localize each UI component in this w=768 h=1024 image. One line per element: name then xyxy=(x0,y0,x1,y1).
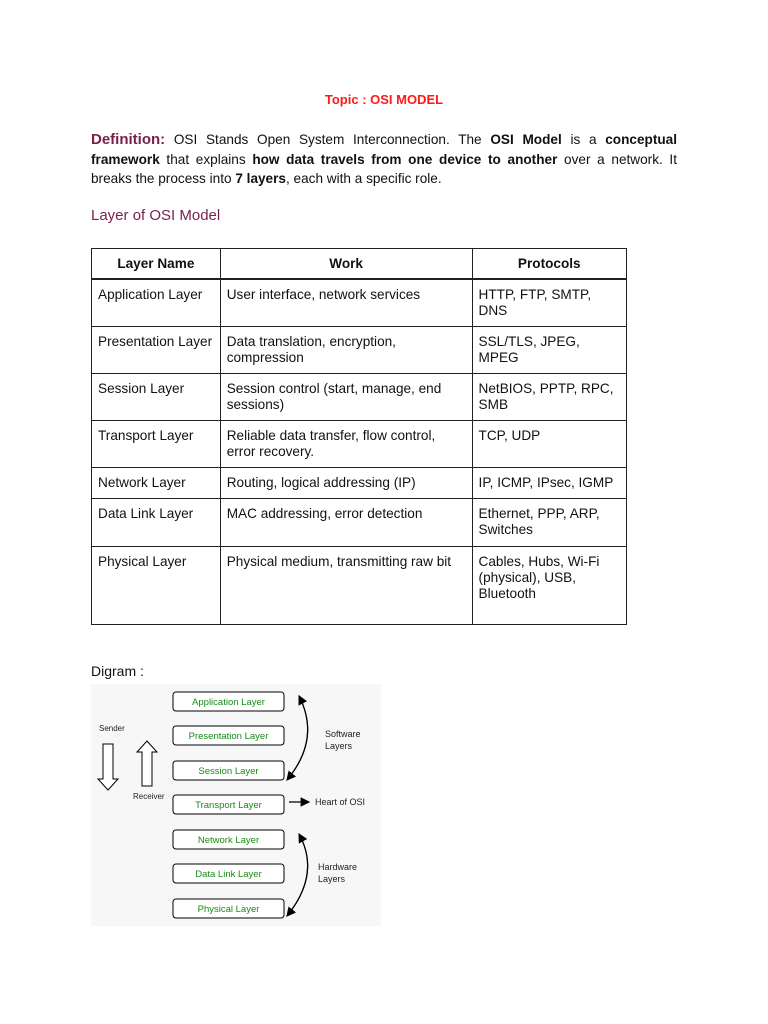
osi-layer-table xyxy=(91,248,627,625)
table-row xyxy=(92,326,627,373)
cell-protocols: TCP, UDP xyxy=(472,420,626,467)
layer-label: Presentation Layer xyxy=(188,731,269,742)
layer-box-data-link xyxy=(173,864,284,883)
cell-work: Session control (start, manage, end sessions) xyxy=(220,373,472,420)
definition-paragraph xyxy=(91,130,677,189)
def-bold-2: conceptual framework xyxy=(91,132,677,167)
header-work: Work xyxy=(220,249,472,280)
receiver-label: Receiver xyxy=(133,792,165,801)
sender-label: Sender xyxy=(99,724,125,733)
table-row xyxy=(92,420,627,467)
table-row xyxy=(92,498,627,546)
cell-protocols: HTTP, FTP, SMTP, DNS xyxy=(472,279,626,326)
page-topic: Topic : OSI MODEL xyxy=(324,92,444,107)
table-row xyxy=(92,467,627,498)
layer-box-presentation xyxy=(173,726,284,745)
layer-box-network xyxy=(173,830,284,849)
layer-label: Session Layer xyxy=(198,766,259,777)
cell-layer-name: Transport Layer xyxy=(92,420,221,467)
definition-label: Definition: xyxy=(91,131,166,148)
cell-protocols: NetBIOS, PPTP, RPC, SMB xyxy=(472,373,626,420)
osi-diagram xyxy=(91,684,381,926)
hardware-label-line1: Hardware xyxy=(318,862,358,872)
layer-box-application xyxy=(173,692,284,711)
layer-box-physical xyxy=(173,899,284,918)
hardware-label-line2: Layers xyxy=(318,874,346,884)
layer-label: Network Layer xyxy=(197,835,260,846)
layer-label: Data Link Layer xyxy=(195,869,262,880)
table-row xyxy=(92,546,627,624)
cell-protocols: IP, ICMP, IPsec, IGMP xyxy=(472,467,626,498)
layer-label: Physical Layer xyxy=(197,904,260,915)
layer-box-session xyxy=(173,761,284,780)
section-title: Layer of OSI Model xyxy=(91,207,221,224)
cell-protocols: SSL/TLS, JPEG, MPEG xyxy=(472,326,626,373)
def-text-5: , each with a specific role. xyxy=(285,171,442,186)
table-header-row xyxy=(92,249,627,280)
cell-work: User interface, network services xyxy=(220,279,472,326)
table-row xyxy=(92,373,627,420)
heart-label: Heart of OSI xyxy=(315,797,366,807)
layer-label: Application Layer xyxy=(192,697,265,708)
software-label-line2: Layers xyxy=(325,741,353,751)
cell-layer-name: Application Layer xyxy=(92,279,221,326)
def-text-4: over a network. It breaks the process into xyxy=(91,151,677,186)
def-text-1: OSI Stands Open System Interconnection. The xyxy=(165,132,491,147)
cell-work: Routing, logical addressing (IP) xyxy=(220,467,472,498)
cell-layer-name: Session Layer xyxy=(92,373,221,420)
cell-work: Data translation, encryption, compression xyxy=(220,326,472,373)
cell-layer-name: Data Link Layer xyxy=(92,498,221,546)
table-row xyxy=(92,279,627,326)
cell-layer-name: Presentation Layer xyxy=(92,326,221,373)
software-label-line1: Software xyxy=(325,729,361,739)
cell-work: Reliable data transfer, flow control, error recovery. xyxy=(220,420,472,467)
layer-label: Transport Layer xyxy=(195,800,262,811)
cell-work: MAC addressing, error detection xyxy=(220,498,472,546)
def-bold-3: how data travels from one device to another xyxy=(252,151,558,167)
cell-work: Physical medium, transmitting raw bit xyxy=(220,546,472,624)
diagram-label: Digram : xyxy=(91,663,144,679)
cell-layer-name: Network Layer xyxy=(92,467,221,498)
header-protocols: Protocols xyxy=(472,249,626,280)
def-text-2: is a xyxy=(561,132,606,147)
layer-box-transport xyxy=(173,795,284,814)
cell-protocols: Ethernet, PPP, ARP, Switches xyxy=(472,498,626,546)
def-bold-1: OSI Model xyxy=(490,132,562,147)
def-bold-4: 7 layers xyxy=(235,171,286,186)
def-text-3: that explains xyxy=(159,151,253,167)
header-layer-name: Layer Name xyxy=(92,249,221,280)
cell-layer-name: Physical Layer xyxy=(92,546,221,624)
cell-protocols: Cables, Hubs, Wi-Fi (physical), USB, Bluetooth xyxy=(472,546,626,624)
